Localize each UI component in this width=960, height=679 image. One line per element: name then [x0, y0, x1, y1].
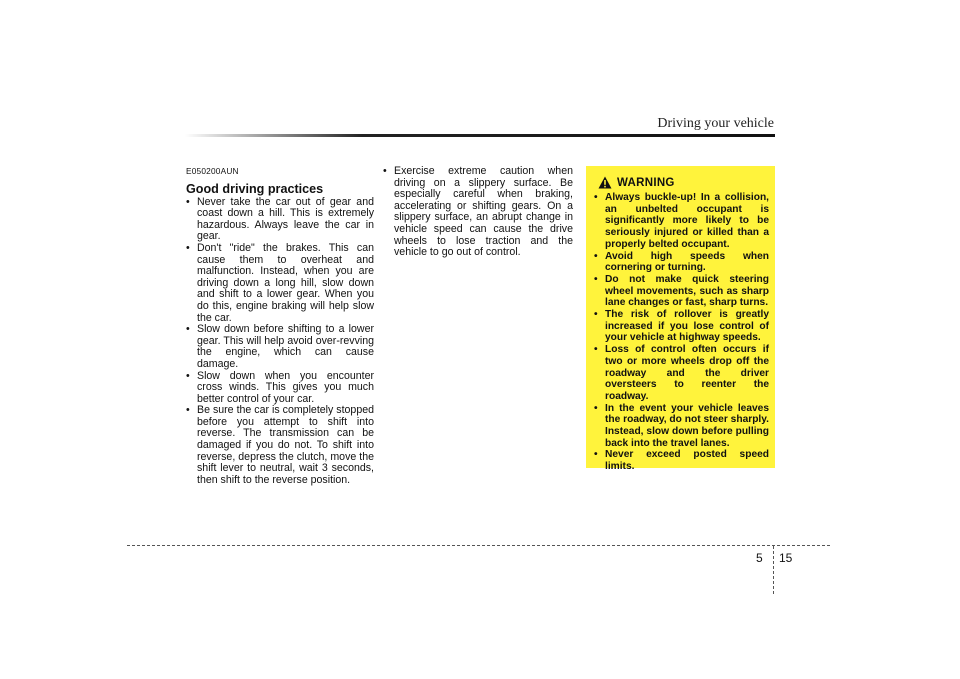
list-item: • Slow down before shifting to a lower gear. This will help avoid over-revving the engine, which can cause damage. — [186, 324, 374, 370]
warning-bullet-list — [594, 192, 769, 473]
middle-bullet-list — [383, 166, 573, 259]
warning-title: WARNING — [617, 176, 675, 189]
page-number: 15 — [779, 551, 793, 565]
list-item: • In the event your vehicle leaves the roadway, do not steer sharply. Instead, slow down before pulling back into the travel lanes. — [594, 403, 769, 450]
page-number-divider — [773, 546, 774, 594]
list-item: • Do not make quick steering wheel movements, such as sharp lane changes or fast, sharp turns. — [594, 274, 769, 309]
list-item: • Be sure the car is completely stopped before you attempt to shift into reverse. The transmission can be damaged if you do not. To shift into reverse, depress the clutch, move the shift lever to neutral, wait 3 seconds, then shift to the reverse position. — [186, 405, 374, 486]
footer-rule — [127, 545, 830, 546]
chapter-number: 5 — [756, 551, 763, 565]
list-item: • Slow down when you encounter cross winds. This gives you much better control of your car. — [186, 371, 374, 406]
header-rule — [185, 134, 775, 137]
list-item: • Never take the car out of gear and coast down a hill. This is extremely hazardous. Always leave the car in gear. — [186, 197, 374, 243]
list-item: • Never exceed posted speed limits. — [594, 449, 769, 472]
middle-column — [383, 166, 573, 259]
warning-box — [586, 166, 775, 473]
section-title: Good driving practices — [186, 181, 324, 196]
list-item: • Avoid high speeds when cornering or turning. — [594, 251, 769, 274]
section-code: E050200AUN — [186, 166, 239, 176]
list-item: • Don't "ride" the brakes. This can cause them to overheat and malfunction. Instead, when you are driving down a long hill, slow down and shift to a lower gear. When you do this, engine braking will help slow the car. — [186, 243, 374, 324]
list-item: • The risk of rollover is greatly increased if you lose control of your vehicle at highway speeds. — [594, 309, 769, 344]
warning-header — [598, 176, 769, 189]
list-item: • Loss of control often occurs if two or more wheels drop off the roadway and the driver oversteers to reenter the roadway. — [594, 344, 769, 403]
list-item: • Exercise extreme caution when driving on a slippery surface. Be especially careful when braking, accelerating or shifting gears. On a slippery surface, an abrupt change in vehicle speed can cause the drive wheels to lose traction and the vehicle to go out of control. — [383, 166, 573, 259]
left-bullet-list — [186, 197, 374, 487]
warning-triangle-icon — [598, 176, 612, 189]
left-column — [186, 166, 374, 486]
section-header-title: Driving your vehicle — [657, 116, 774, 131]
list-item: • Always buckle-up! In a collision, an unbelted occupant is significantly more likely to be seriously injured or killed than a properly belted occupant. — [594, 192, 769, 251]
